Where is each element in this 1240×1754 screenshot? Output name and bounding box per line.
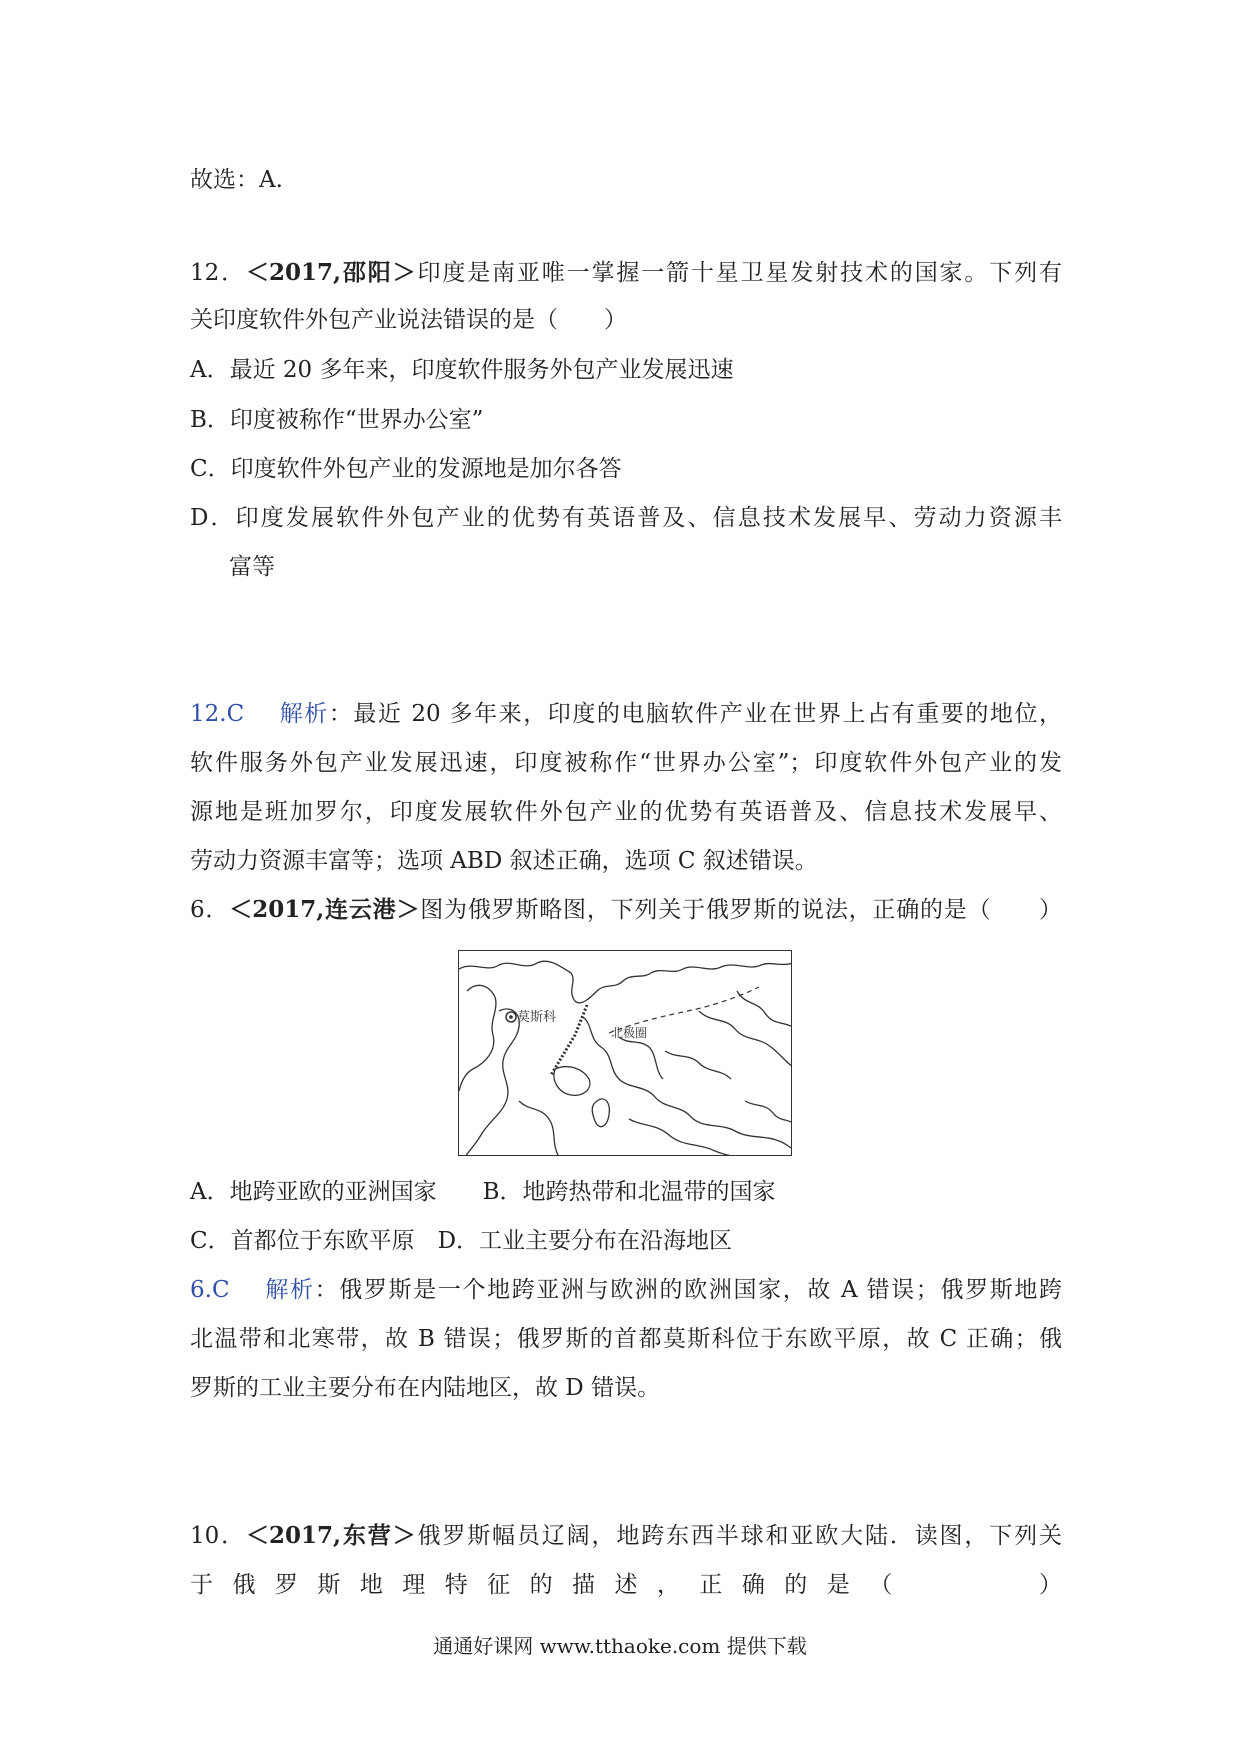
question-12-option-d-cont	[229, 550, 275, 584]
question-12-option-a	[190, 353, 734, 387]
russia-map-drawing	[459, 951, 792, 1156]
page-footer	[0, 1632, 1240, 1660]
question-12-option-d	[190, 501, 1062, 535]
answer-label: 12.C	[190, 701, 245, 727]
analysis-text: ：俄罗斯是一个地跨亚洲与欧洲的欧洲国家，故 A 错误；俄罗斯地跨	[314, 1277, 1062, 1303]
answer-12-line-1	[190, 697, 1062, 731]
option-text: 富等	[229, 554, 275, 580]
russia-map	[458, 950, 792, 1156]
question-6-options-ab	[190, 1175, 776, 1209]
question-12-option-b	[190, 403, 483, 437]
answer-label: 6.C	[190, 1277, 230, 1303]
answer-6-line-3	[190, 1371, 660, 1405]
analysis-label: 解析	[279, 701, 329, 727]
analysis-text: 劳动力资源丰富等；选项 ABD 叙述正确，选项 C 叙述错误。	[190, 848, 818, 874]
answer-12-line-3	[190, 795, 1062, 829]
question-text: 于俄罗斯地理特征的描述，正确的是（ ）	[190, 1572, 1062, 1598]
question-text: 关印度软件外包产业说法错误的是（ ）	[190, 307, 627, 333]
question-source: ＜2017,邵阳＞	[246, 259, 416, 286]
answer-6-line-2	[190, 1322, 1062, 1356]
question-number: 12．	[190, 260, 246, 286]
option-text: C．印度软件外包产业的发源地是加尔各答	[190, 456, 622, 482]
question-text: 图为俄罗斯略图，下列关于俄罗斯的说法，正确的是（ ）	[419, 897, 1062, 923]
answer-line-prev	[190, 163, 283, 197]
option-text: A．地跨亚欧的亚洲国家 B．地跨热带和北温带的国家	[190, 1179, 776, 1205]
question-10-line-1	[190, 1519, 1062, 1553]
answer-12-line-4	[190, 844, 818, 878]
question-text: 印度是南亚唯一掌握一箭十星卫星发射技术的国家。下列有	[415, 260, 1062, 286]
answer-12-line-2	[190, 746, 1062, 780]
analysis-label: 解析	[265, 1277, 315, 1303]
question-source: ＜2017,连云港＞	[229, 896, 420, 923]
option-text: A．最近 20 多年来，印度软件服务外包产业发展迅速	[190, 357, 734, 383]
question-12-line-2	[190, 303, 627, 337]
option-text: D．印度发展软件外包产业的优势有英语普及、信息技术发展早、劳动力资源丰	[190, 505, 1062, 531]
option-text: B．印度被称作“世界办公室”	[190, 407, 484, 433]
question-source: ＜2017,东营＞	[246, 1522, 416, 1549]
question-12-line-1	[190, 256, 1062, 290]
question-number: 10．	[190, 1523, 246, 1549]
option-text: C．首都位于东欧平原 D．工业主要分布在沿海地区	[190, 1228, 733, 1254]
question-number: 6．	[190, 897, 230, 923]
label-arctic-circle: 北极圈	[611, 1026, 648, 1040]
label-moscow: 莫斯科	[517, 1010, 557, 1025]
analysis-text: 软件服务外包产业发展迅速，印度被称作“世界办公室”；印度软件外包产业的发	[190, 750, 1062, 776]
question-text: 俄罗斯幅员辽阔，地跨东西半球和亚欧大陆．读图，下列关	[415, 1523, 1062, 1549]
analysis-text: ：最近 20 多年来，印度的电脑软件产业在世界上占有重要的地位，	[328, 701, 1063, 727]
question-6-line-1	[190, 893, 1062, 927]
question-12-option-c	[190, 452, 622, 486]
analysis-text: 源地是班加罗尔，印度发展软件外包产业的优势有英语普及、信息技术发展早、	[190, 799, 1062, 825]
question-10-line-2	[190, 1568, 1062, 1602]
footer-text: 通通好课网 www.tthaoke.com 提供下载	[433, 1634, 807, 1658]
analysis-text: 北温带和北寒带，故 B 错误；俄罗斯的首都莫斯科位于东欧平原，故 C 正确；俄	[190, 1326, 1062, 1352]
analysis-text: 罗斯的工业主要分布在内陆地区，故 D 错误。	[190, 1375, 661, 1401]
question-6-options-cd	[190, 1224, 732, 1258]
answer-6-line-1	[190, 1273, 1062, 1307]
text-answer-prev: 故选：A.	[190, 167, 283, 193]
